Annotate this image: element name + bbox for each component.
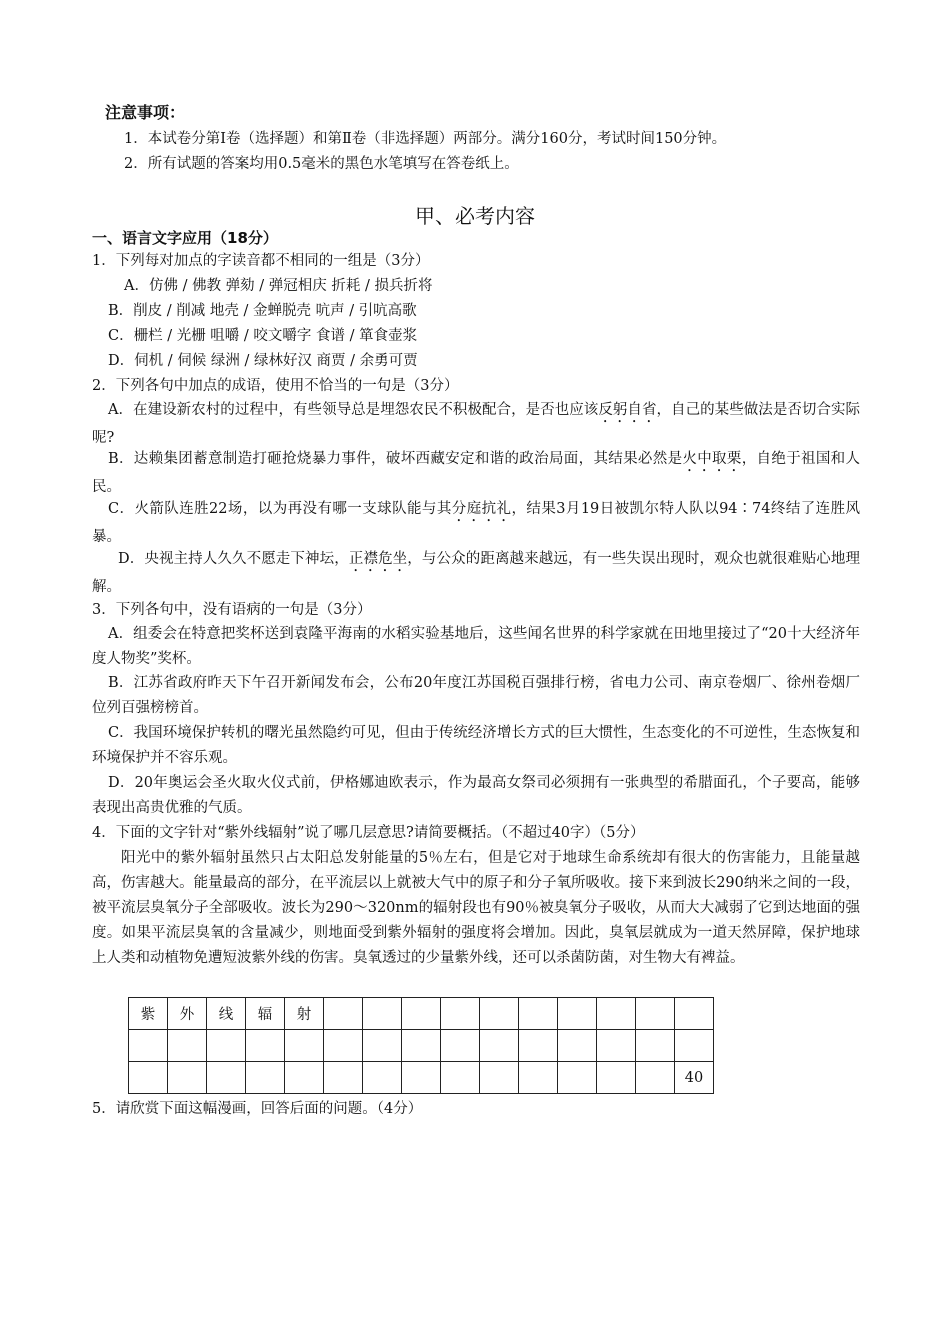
q5-stem: 5．请欣赏下面这幅漫画，回答后面的问题。（4分） bbox=[92, 1101, 423, 1117]
grid-cell[interactable] bbox=[402, 1030, 441, 1062]
q4-stem: 4．下面的文字针对“紫外线辐射”说了哪几层意思?请简要概括。（不超过40字）（5分） bbox=[92, 825, 645, 841]
q2-a-idiom: 反躬自省 bbox=[598, 402, 657, 418]
grid-cell[interactable] bbox=[168, 1030, 207, 1062]
grid-cell[interactable] bbox=[558, 1030, 597, 1062]
notice-item-2: 2．所有试题的答案均用0.5毫米的黑色水笔填写在答卷纸上。 bbox=[124, 156, 519, 172]
grid-cell[interactable] bbox=[480, 1062, 519, 1094]
q3-option-d: D．20年奥运会圣火取火仪式前，伊格娜迪欧表示，作为最高女祭司必须拥有一张典型的希腊面孔，个子要高，能够表现出高贵优雅的气质。 bbox=[92, 775, 860, 816]
grid-cell[interactable] bbox=[285, 1062, 324, 1094]
grid-cell[interactable] bbox=[636, 998, 675, 1030]
grid-cell[interactable]: 射 bbox=[285, 998, 324, 1030]
grid-cell-end[interactable]: 40 bbox=[675, 1062, 714, 1094]
q2-b-post: ，自绝于祖国和人民。 bbox=[92, 451, 861, 495]
grid-cell[interactable] bbox=[519, 1062, 558, 1094]
q3-stem: 3．下列各句中，没有语病的一句是（3分） bbox=[92, 602, 372, 618]
grid-cell[interactable] bbox=[324, 998, 363, 1030]
q2-option-b bbox=[92, 447, 860, 500]
grid-cell[interactable] bbox=[480, 998, 519, 1030]
grid-row-3 bbox=[129, 1062, 714, 1094]
grid-cell[interactable]: 线 bbox=[207, 998, 246, 1030]
q2-c-post: ，结果3月19日被凯尔特人队以94∶74终结了连胜风暴。 bbox=[92, 501, 861, 545]
grid-cell[interactable] bbox=[402, 1062, 441, 1094]
q2-b-idiom: 火中取栗 bbox=[682, 451, 742, 467]
grid-cell[interactable] bbox=[519, 998, 558, 1030]
grid-cell[interactable] bbox=[480, 1030, 519, 1062]
grid-cell[interactable] bbox=[246, 1030, 285, 1062]
q2-a-post: ，自己的某些做法是否切合实际呢? bbox=[92, 402, 861, 446]
grid-cell[interactable] bbox=[246, 1062, 285, 1094]
grid-cell[interactable]: 紫 bbox=[129, 998, 168, 1030]
grid-cell[interactable] bbox=[597, 1030, 636, 1062]
grid-cell[interactable]: 外 bbox=[168, 998, 207, 1030]
grid-cell[interactable] bbox=[129, 1062, 168, 1094]
section-title: 甲、必考内容 bbox=[415, 204, 535, 228]
q2-stem: 2．下列各句中加点的成语，使用不恰当的一句是（3分） bbox=[92, 378, 459, 394]
notice-title: 注意事项： bbox=[105, 103, 186, 122]
grid-row-2 bbox=[129, 1030, 714, 1062]
grid-cell[interactable] bbox=[324, 1062, 363, 1094]
grid-cell[interactable] bbox=[441, 1030, 480, 1062]
grid-cell[interactable] bbox=[519, 1030, 558, 1062]
q2-d-idiom: 正襟危坐 bbox=[348, 551, 408, 567]
grid-cell[interactable] bbox=[558, 998, 597, 1030]
grid-cell[interactable] bbox=[636, 1062, 675, 1094]
grid-cell[interactable] bbox=[363, 998, 402, 1030]
grid-cell[interactable] bbox=[441, 1062, 480, 1094]
grid-cell[interactable] bbox=[597, 1062, 636, 1094]
grid-cell[interactable] bbox=[285, 1030, 324, 1062]
q3-option-b: B．江苏省政府昨天下午召开新闻发布会，公布20年度江苏国税百强排行榜，省电力公司、南京卷烟厂、徐州卷烟厂位列百强榜榜首。 bbox=[92, 675, 860, 716]
grid-cell[interactable] bbox=[675, 1030, 714, 1062]
q3-option-a: A．组委会在特意把奖杯送到袁隆平海南的水稻实验基地后，这些闻名世界的科学家就在田地里接过了“20十大经济年度人物奖”奖杯。 bbox=[92, 626, 860, 667]
grid-row-1 bbox=[129, 998, 714, 1030]
q3-option-c: C．我国环境保护转机的曙光虽然隐约可见，但由于传统经济增长方式的巨大惯性，生态变化的不可逆性，生态恢复和环境保护并不容乐观。 bbox=[92, 725, 860, 766]
grid-cell[interactable] bbox=[675, 998, 714, 1030]
grid-cell[interactable] bbox=[168, 1062, 207, 1094]
q2-option-c bbox=[92, 497, 860, 550]
q2-d-pre: D．央视主持人久久不愿走下神坛， bbox=[118, 551, 349, 567]
q1-option-d: D．伺机 / 伺候 绿洲 / 绿林好汉 商贾 / 余勇可贾 bbox=[108, 353, 418, 369]
grid-cell[interactable] bbox=[441, 998, 480, 1030]
grid-cell[interactable] bbox=[363, 1062, 402, 1094]
q2-a-pre: A．在建设新农村的过程中，有些领导总是埋怨农民不积极配合，是否也应该 bbox=[108, 402, 599, 418]
grid-cell[interactable] bbox=[129, 1030, 168, 1062]
q2-option-a bbox=[92, 398, 860, 451]
q2-d-post: ，与公众的距离越来越远，有一些失误出现时，观众也就很难贴心地理解。 bbox=[92, 551, 861, 595]
q2-option-d bbox=[92, 547, 860, 600]
notice-item-1: 1．本试卷分第Ⅰ卷（选择题）和第Ⅱ卷（非选择题）两部分。满分160分，考试时间150分钟。 bbox=[124, 131, 727, 147]
grid-cell[interactable] bbox=[363, 1030, 402, 1062]
part-title: 一、语言文字应用（18分） bbox=[92, 229, 278, 247]
answer-grid[interactable] bbox=[128, 997, 714, 1094]
grid-cell[interactable] bbox=[207, 1030, 246, 1062]
q2-b-pre: B．达赖集团蓄意制造打砸抢烧暴力事件，破坏西藏安定和谐的政治局面，其结果必然是 bbox=[108, 451, 683, 467]
grid-cell[interactable] bbox=[558, 1062, 597, 1094]
q1-option-a: A．仿佛 / 佛教 弹劾 / 弹冠相庆 折耗 / 损兵折将 bbox=[124, 278, 433, 294]
grid-cell[interactable]: 辐 bbox=[246, 998, 285, 1030]
q2-c-idiom: 分庭抗礼 bbox=[451, 501, 512, 517]
grid-cell[interactable] bbox=[324, 1030, 363, 1062]
grid-cell[interactable] bbox=[597, 998, 636, 1030]
q1-option-b: B．削皮 / 削减 地壳 / 金蝉脱壳 吭声 / 引吭高歌 bbox=[108, 303, 417, 319]
q4-passage: 阳光中的紫外辐射虽然只占太阳总发射能量的5％左右，但是它对于地球生命系统却有很大的伤害能力，且能量越高，伤害越大。能量最高的部分，在平流层以上就被大气中的原子和分子氧所吸收。接下来到波长290纳米之间的一段，被平流层臭氧分子全部吸收。波长为290～320nm的辐射段也有90％被臭氧分子吸收，从而大大减弱了它到达地面的强度。如果平流层臭氧的含量减少，则地面受到紫外辐射的强度将会增加。因此，臭氧层就成为一道天然屏障，保护地球上人类和动植物免遭短波紫外线的伤害。臭氧透过的少量紫外线，还可以杀菌防菌，对生物大有裨益。 bbox=[92, 850, 860, 966]
grid-cell[interactable] bbox=[636, 1030, 675, 1062]
q1-stem: 1．下列每对加点的字读音都不相同的一组是（3分） bbox=[92, 253, 430, 269]
q2-c-pre: C．火箭队连胜22场，以为再没有哪一支球队能与其 bbox=[108, 501, 452, 517]
grid-cell[interactable] bbox=[402, 998, 441, 1030]
grid-cell[interactable] bbox=[207, 1062, 246, 1094]
q1-option-c: C．栅栏 / 光栅 咀嚼 / 咬文嚼字 食谱 / 箪食壶浆 bbox=[108, 328, 418, 344]
